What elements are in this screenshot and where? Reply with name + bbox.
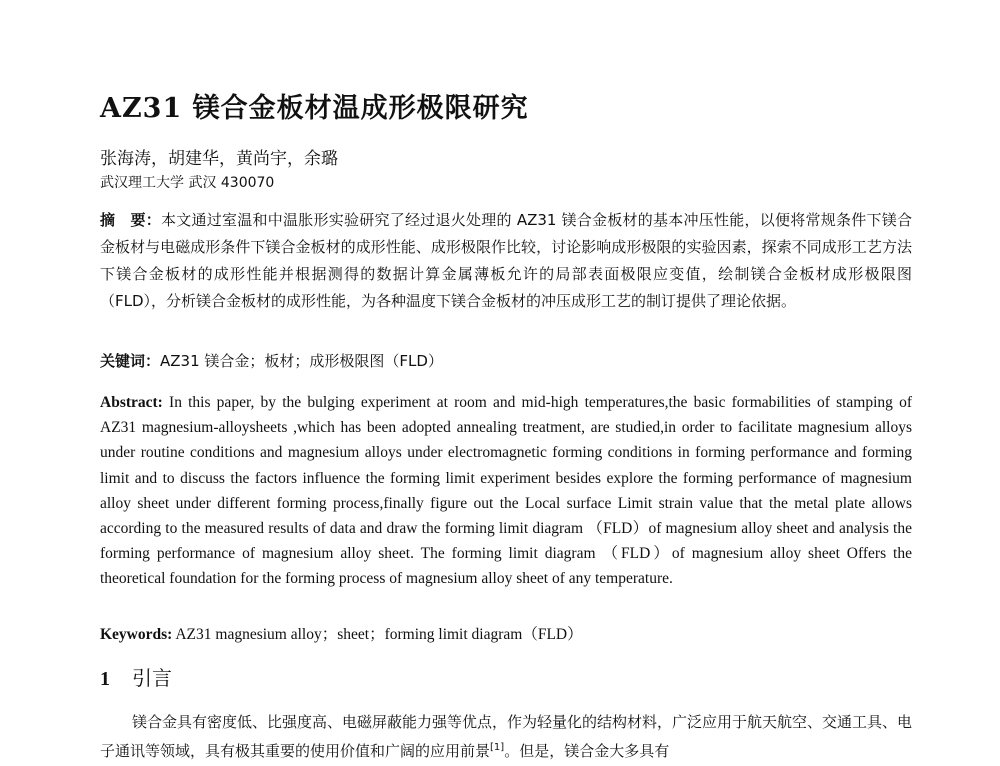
introduction-paragraph xyxy=(100,708,912,766)
chinese-abstract-label: 摘 要： xyxy=(100,211,162,229)
section-heading-introduction xyxy=(100,662,172,691)
section-number: 1 xyxy=(100,668,110,690)
citation-reference: [1] xyxy=(490,742,505,753)
chinese-abstract xyxy=(100,207,912,315)
chinese-abstract-text: 本文通过室温和中温胀形实验研究了经过退火处理的 AZ31 镁合金板材的基本冲压性能，以便将常规条件下镁合金板材与电磁成形条件下镁合金板材的成形性能、成形极限作比较，讨论影响成形极限的实验因素，探索不同成形工艺方法下镁合金板材的成形性能并根据测得的数据计算金属薄板允许的局部表面极限应变值，绘制镁合金板材成形极限图（FLD），分析镁合金板材的成形性能，为各种温度下镁合金板材的冲压成形工艺的制订提供了理论依据。 xyxy=(100,211,912,310)
section-title: 引言 xyxy=(132,666,172,690)
introduction-text-tail: 。但是，镁合金大多具有 xyxy=(504,742,670,760)
chinese-keywords-label: 关键词： xyxy=(100,352,161,370)
author-list: 张海涛，胡建华，黄尚宇，余璐 xyxy=(100,149,338,169)
affiliation: 武汉理工大学 武汉 430070 xyxy=(100,175,275,191)
chinese-keywords xyxy=(100,350,443,371)
english-abstract xyxy=(100,390,912,592)
introduction-text: 镁合金具有密度低、比强度高、电磁屏蔽能力强等优点，作为轻量化的结构材料，广泛应用于航天航空、交通工具、电子通讯等领域，具有极其重要的使用价值和广阔的应用前景 xyxy=(100,713,913,760)
chinese-keywords-text: AZ31 镁合金；板材；成形极限图（FLD） xyxy=(160,352,443,370)
english-keywords-label: Keywords: xyxy=(100,626,173,643)
english-keywords-text: AZ31 magnesium alloy；sheet；forming limit diagram（FLD） xyxy=(175,626,583,643)
english-abstract-label: Abstract: xyxy=(100,394,163,411)
paper-title: AZ31 镁合金板材温成形极限研究 xyxy=(100,93,529,124)
english-keywords xyxy=(100,622,583,644)
english-abstract-text: In this paper, by the bulging experiment at room and mid-high temperatures,the basic formabilities of stamping of AZ31 magnesium-alloysheets ,which has been adopted annealing treatment, are studied,in order to facilitate magnesium alloys under routine conditions and magnesium alloys under electromagnetic forming conditions in forming performance and forming limit and to discuss the factors influence the forming limit experiment besides explore the forming performance of magnesium alloy sheet under different forming process,finally figure out the Local surface Limit strain value that the metal plate allows according to the measured results of data and draw the forming limit diagram （FLD）of magnesium alloy sheet and analysis the forming performance of magnesium alloy sheet. The forming limit diagram （FLD）of magnesium alloy sheet Offers the theoretical foundation for the forming process of magnesium alloy sheet of any temperature. xyxy=(100,394,912,588)
